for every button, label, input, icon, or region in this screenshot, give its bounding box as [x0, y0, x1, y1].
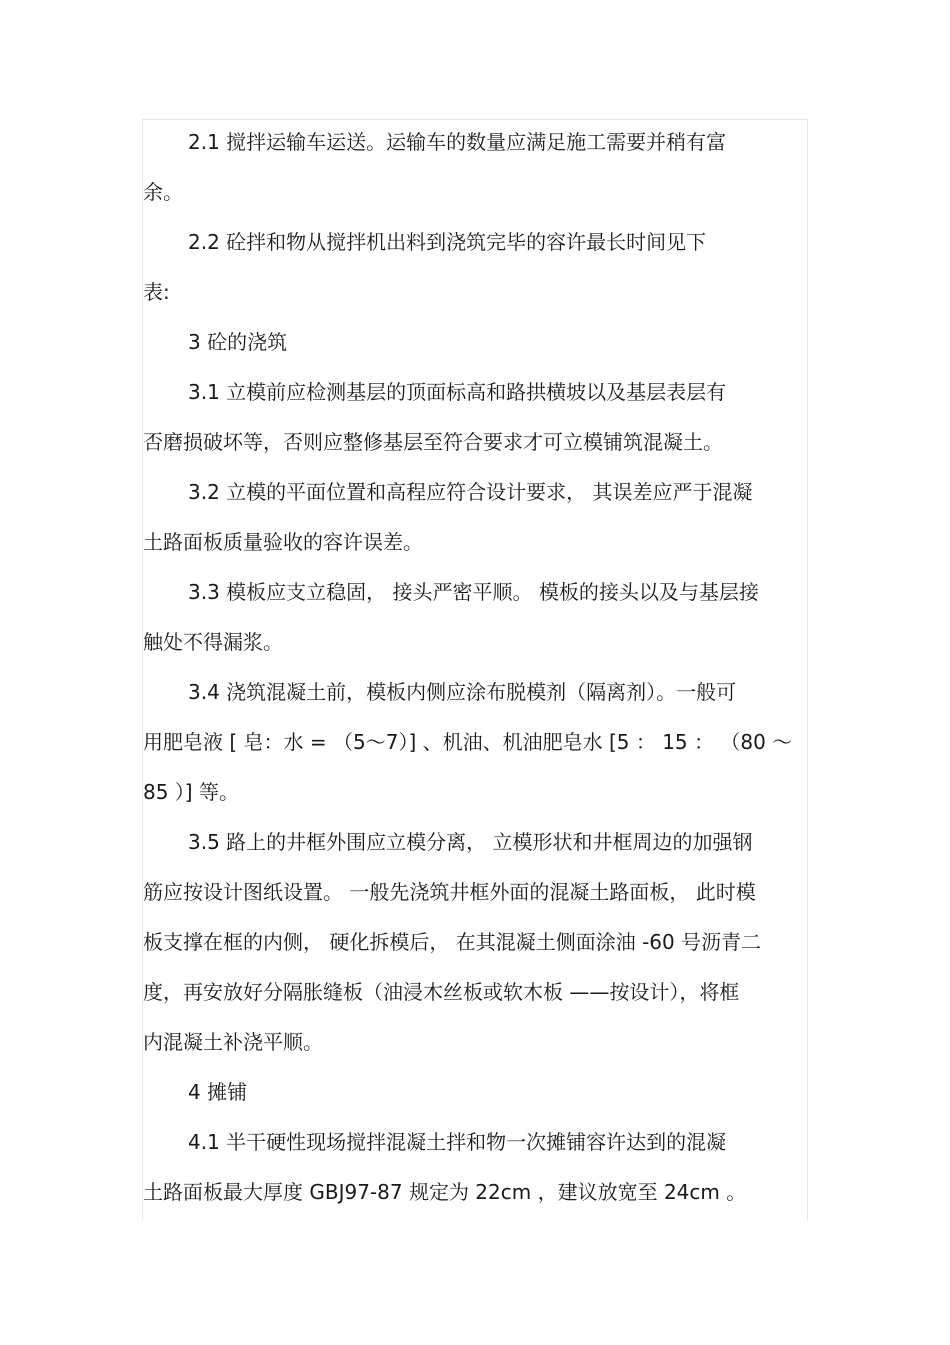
- text-line-3-5-cont4: 内混凝土补浇平顺。: [143, 1030, 323, 1054]
- text-line-3-5: 3.5 路上的井框外围应立模分离， 立模形状和井框周边的加强钢: [188, 830, 753, 854]
- text-line-4-1: 4.1 半干硬性现场搅拌混凝土拌和物一次摊铺容许达到的混凝: [188, 1130, 727, 1154]
- text-line-3-2-cont: 土路面板质量验收的容许误差。: [143, 530, 423, 554]
- text-line-2-2: 2.2 砼拌和物从搅拌机出料到浇筑完毕的容许最长时间见下: [188, 230, 707, 254]
- text-line-2-2-cont: 表:: [143, 280, 170, 304]
- text-line-3-1-cont: 否磨损破坏等，否则应整修基层至符合要求才可立模铺筑混凝土。: [143, 430, 723, 454]
- text-line-3-4: 3.4 浇筑混凝土前，模板内侧应涂布脱模剂（隔离剂）。一般可: [188, 680, 737, 704]
- text-line-3-3: 3.3 模板应支立稳固， 接头严密平顺。 模板的接头以及与基层接: [188, 580, 759, 604]
- text-line-3-3-cont: 触处不得漏浆。: [143, 630, 283, 654]
- text-line-3-1: 3.1 立模前应检测基层的顶面标高和路拱横坡以及基层表层有: [188, 380, 727, 404]
- text-line-3-5-cont: 筋应按设计图纸设置。 一般先浇筑井框外面的混凝土路面板， 此时模: [143, 880, 756, 904]
- page-frame: [142, 119, 808, 1220]
- text-line-2-1-cont: 余。: [143, 180, 183, 204]
- section-heading-3: 3 砼的浇筑: [188, 330, 288, 354]
- text-line-3-2: 3.2 立模的平面位置和高程应符合设计要求， 其误差应严于混凝: [188, 480, 753, 504]
- text-line-4-1-cont: 土路面板最大厚度 GBJ97-87 规定为 22cm ，建议放宽至 24cm 。: [143, 1180, 747, 1204]
- section-heading-4: 4 摊铺: [188, 1080, 248, 1104]
- text-line-3-4-cont: 用肥皂液 [ 皂：水 = （5～7）] 、机油、机油肥皂水 [5 ： 15 ： （80 ～: [143, 730, 793, 754]
- text-line-2-1: 2.1 搅拌运输车运送。运输车的数量应满足施工需要并稍有富: [188, 130, 727, 154]
- text-line-3-4-cont2: 85 ）] 等。: [143, 780, 239, 804]
- text-line-3-5-cont3: 度，再安放好分隔胀缝板（油浸木丝板或软木板 ——按设计），将框: [143, 980, 740, 1004]
- text-line-3-5-cont2: 板支撑在框的内侧， 硬化拆模后， 在其混凝土侧面涂油 -60 号沥青二: [143, 930, 762, 954]
